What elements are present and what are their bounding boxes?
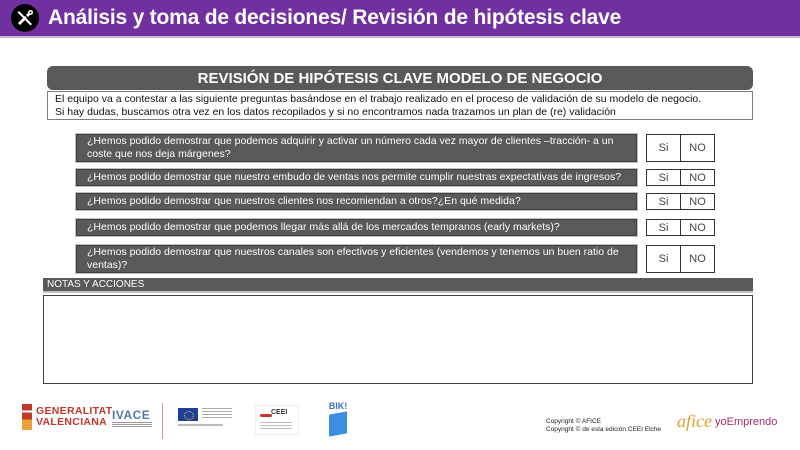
copyright bbox=[546, 418, 661, 434]
ivace-subtitle bbox=[112, 422, 152, 428]
ceei-subtitle bbox=[260, 422, 292, 430]
question-text: ¿Hemos podido demostrar que nuestros clientes nos recomiendan a otros?¿En qué medida? bbox=[76, 193, 637, 210]
ivace-name: IVACE bbox=[112, 408, 151, 422]
ivace-logo bbox=[112, 408, 152, 428]
answer-no[interactable]: NO bbox=[680, 135, 714, 161]
answer-yes[interactable]: Si bbox=[647, 194, 680, 209]
question-row bbox=[76, 219, 712, 236]
answer-no[interactable]: NO bbox=[680, 220, 714, 235]
answer-group bbox=[646, 245, 715, 273]
intro-line-1: El equipo va a contestar a las siguiente preguntas basándose en el trabajo realizado en el proceso de validación de su modelo de negocio. bbox=[55, 93, 702, 105]
answer-group bbox=[646, 134, 715, 162]
answer-yes[interactable]: Si bbox=[647, 220, 680, 235]
answer-yes[interactable]: Si bbox=[647, 135, 680, 161]
intro-text bbox=[47, 91, 753, 120]
question-text: ¿Hemos podido demostrar que podemos adquirir y activar un número cada vez mayor de clientes –tracción- a un coste que nos deja márgenes? bbox=[76, 134, 637, 162]
bik-cube-icon bbox=[329, 411, 347, 436]
answer-yes[interactable]: Si bbox=[647, 246, 680, 272]
answer-yes[interactable]: Si bbox=[647, 170, 680, 185]
logo-divider bbox=[162, 403, 163, 439]
bik-name: BIK! bbox=[328, 401, 348, 411]
answer-no[interactable]: NO bbox=[680, 194, 714, 209]
question-row bbox=[76, 245, 712, 273]
ceei-name: CEEI bbox=[271, 409, 288, 416]
question-text: ¿Hemos podido demostrar que nuestros canales son efectivos y eficientes (vendemos y tenemos un buen ratio de ventas)? bbox=[76, 245, 637, 273]
copyright-line-1: Copyright © AFICE bbox=[546, 418, 602, 425]
question-row bbox=[76, 134, 712, 162]
eu-flag-icon bbox=[178, 408, 198, 421]
generalitat-line-2: VALENCIANA bbox=[36, 416, 108, 428]
generalitat-logo bbox=[22, 404, 112, 430]
answer-group bbox=[646, 169, 715, 186]
page-title: Análisis y toma de decisiones/ Revisión de hipótesis clave bbox=[48, 6, 622, 29]
copyright-line-2: Copyright © de esta edición CEEI Elche bbox=[546, 426, 661, 433]
generalitat-shield-icon bbox=[22, 404, 32, 430]
tools-icon bbox=[11, 4, 39, 32]
answer-no[interactable]: NO bbox=[680, 170, 714, 185]
question-text: ¿Hemos podido demostrar que nuestro embudo de ventas nos permite cumplir nuestras expectativas de ingresos? bbox=[76, 169, 637, 186]
notes-textarea[interactable] bbox=[43, 295, 753, 384]
notes-title: NOTAS Y ACCIONES bbox=[43, 278, 753, 293]
eu-text bbox=[202, 408, 232, 418]
answer-group bbox=[646, 219, 715, 236]
generalitat-line-1: GENERALITAT bbox=[36, 405, 113, 417]
eu-caption bbox=[178, 424, 223, 426]
section-title: REVISIÓN DE HIPÓTESIS CLAVE MODELO DE NEGOCIO bbox=[47, 66, 753, 90]
bik-logo bbox=[326, 401, 350, 435]
header-bar bbox=[0, 0, 800, 38]
question-text: ¿Hemos podido demostrar que podemos llegar más allá de los mercados tempranos (early markets)? bbox=[76, 219, 637, 236]
answer-no[interactable]: NO bbox=[680, 246, 714, 272]
question-row bbox=[76, 169, 712, 186]
ceei-logo bbox=[255, 405, 299, 435]
afice-logo: afice bbox=[677, 411, 712, 431]
answer-group bbox=[646, 193, 715, 210]
eu-logo bbox=[178, 408, 232, 421]
fine-print bbox=[34, 436, 224, 441]
question-row bbox=[76, 193, 712, 210]
yoemprendo-logo: yoEmprendo bbox=[715, 416, 778, 428]
intro-line-2: Si hay dudas, buscamos otra vez en los datos recopilados y si no encontramos nada trazamos un plan de (re) validación bbox=[55, 106, 616, 118]
